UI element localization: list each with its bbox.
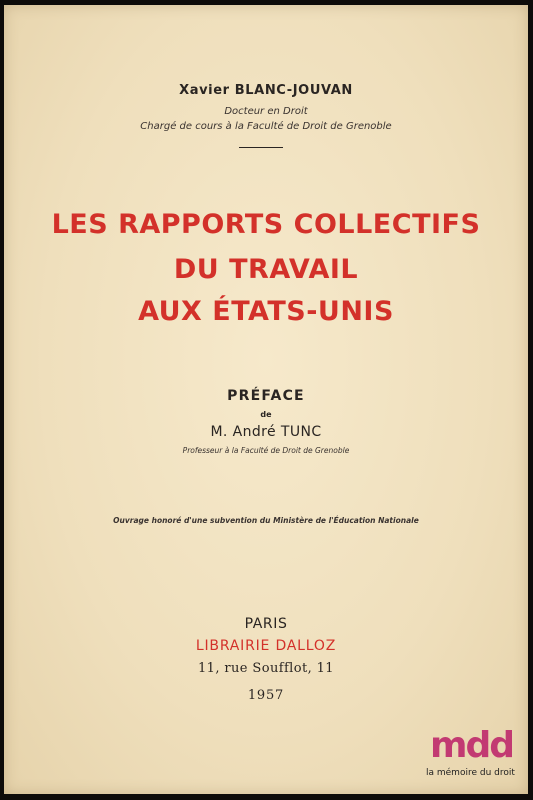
mdd-watermark-logo <box>426 725 526 790</box>
book-title-line-3: AUX ÉTATS-UNIS <box>138 296 394 327</box>
book-title-line-2: DU TRAVAIL <box>173 254 359 285</box>
preface-label: PRÉFACE <box>227 388 305 404</box>
book-title-line-1: LES RAPPORTS COLLECTIFS <box>51 209 481 240</box>
preface-author: M. André TUNC <box>210 424 322 440</box>
publisher-address: 11, rue Soufflot, 11 <box>198 661 334 676</box>
divider-rule <box>239 147 283 148</box>
author-credential-degree: Docteur en Droit <box>224 106 308 117</box>
mdd-logo-icon: mdd <box>430 725 514 766</box>
author-credential-position: Chargé de cours à la Faculté de Droit de Grenoble <box>140 121 392 132</box>
watermark-caption: la mémoire du droit <box>426 768 515 778</box>
preface-by: de <box>260 410 272 419</box>
subsidy-note: Ouvrage honoré d'une subvention du Ministère de l'Éducation Nationale <box>113 516 419 525</box>
publication-city: PARIS <box>244 616 288 632</box>
preface-author-role: Professeur à la Faculté de Droit de Grenoble <box>182 446 350 455</box>
author-name: Xavier BLANC-JOUVAN <box>179 83 353 98</box>
publication-year: 1957 <box>247 688 285 703</box>
publisher-name: LIBRAIRIE DALLOZ <box>195 638 337 654</box>
book-cover <box>4 5 528 794</box>
